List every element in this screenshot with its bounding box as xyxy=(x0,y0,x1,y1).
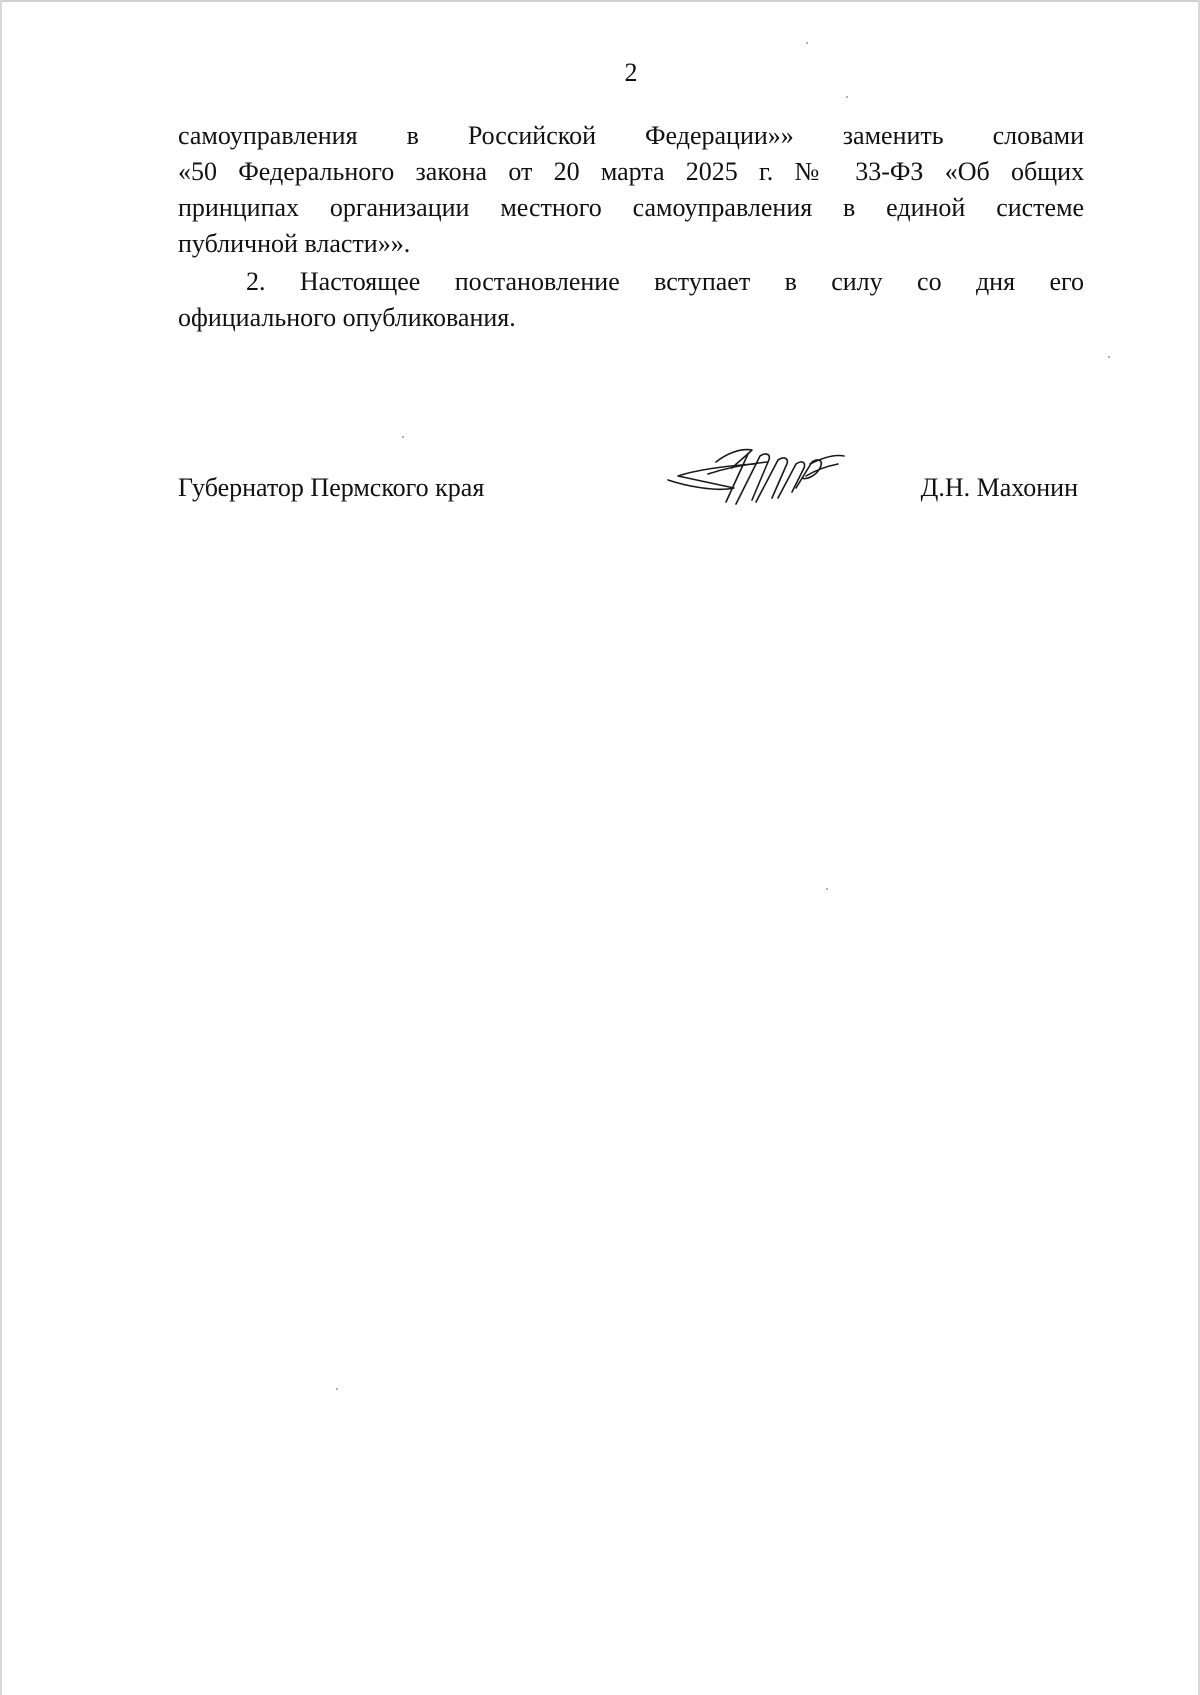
paragraph-1 xyxy=(178,118,1084,262)
scan-edge-top xyxy=(0,0,1200,2)
paragraph-2-line-1: 2. Настоящее постановление вступает в силу со дня его xyxy=(246,267,1084,296)
paragraph-2 xyxy=(178,264,1084,336)
signer-position: Губернатор Пермского края xyxy=(178,473,485,502)
signer-name: Д.Н. Махонин xyxy=(920,473,1078,502)
page-number: 2 xyxy=(624,58,638,87)
paragraph-1-line-2: «50 Федерального закона от 20 марта 2025 г. № 33-ФЗ «Об общих xyxy=(178,157,1085,186)
scan-edge-left xyxy=(0,0,2,1695)
scan-speck xyxy=(846,96,848,98)
scan-speck xyxy=(806,42,808,44)
scan-speck xyxy=(336,1388,338,1390)
paragraph-1-line-3: принципах организации местного самоуправления в единой системе xyxy=(178,193,1085,222)
document-body xyxy=(178,118,1084,336)
scan-speck xyxy=(1108,356,1110,358)
signature-block xyxy=(178,470,1084,510)
scan-speck xyxy=(402,436,404,438)
scan-speck xyxy=(826,888,828,890)
handwritten-signature-icon xyxy=(656,440,856,510)
paragraph-1-line-1: самоуправления в Российской Федерации»» заменить словами xyxy=(178,121,1084,150)
paragraph-1-last-line: публичной власти»». xyxy=(178,229,411,258)
paragraph-2-last-line: официального опубликования. xyxy=(178,303,516,332)
